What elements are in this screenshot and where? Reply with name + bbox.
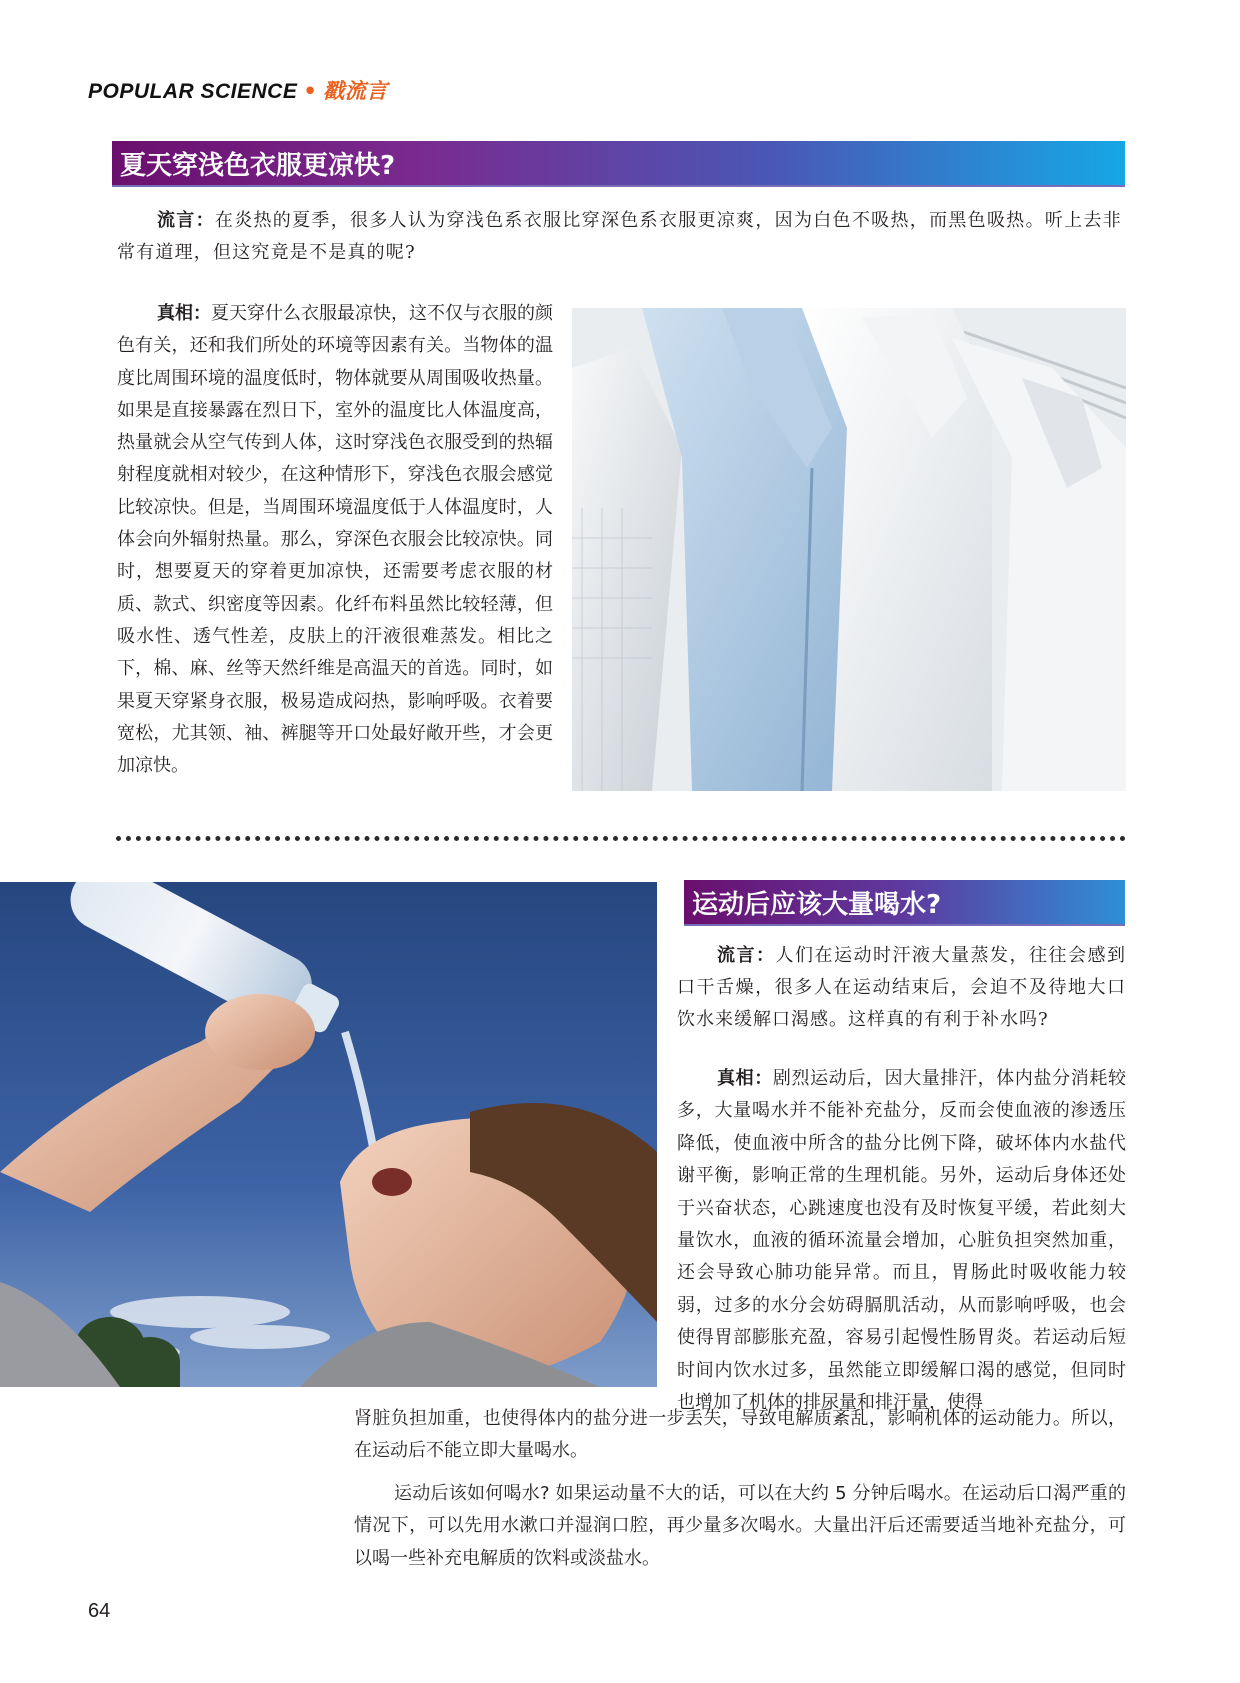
article1-rumor: [117, 205, 1122, 269]
truth-text-wide: 肾脏负担加重，也使得体内的盐分进一步丢失，导致电解质紊乱，影响机体的运动能力。所以，在运动后不能立即大量喝水。: [354, 1408, 1126, 1462]
magazine-header: [88, 75, 388, 105]
brand-name: POPULAR SCIENCE: [88, 80, 298, 103]
truth-text-narrow: 剧烈运动后，因大量排汗，体内盐分消耗较多，大量喝水并不能补充盐分，反而会使血液的渗透压降低，使血液中所含的盐分比例下降，破坏体内水盐代谢平衡，影响正常的生理机能。另外，运动后身体还处于兴奋状态，心跳速度也没有及时恢复平缓，若此刻大量饮水，血液的循环流量会增加，心脏负担突然加重，还会导致心肺功能异常。而且，胃肠此时吸收能力较弱，过多的水分会妨碍膈肌活动，从而影响呼吸，也会使得胃部膨胀充盈，容易引起慢性肠胃炎。若运动后短时间内饮水过多，虽然能立即缓解口渴的感觉，但同时也增加了机体的排尿量和排汗量，使得: [677, 1068, 1127, 1414]
header-separator: •: [303, 79, 318, 103]
article1-title-underline: [112, 185, 1125, 187]
section-divider: [116, 836, 1126, 841]
article2-truth: [677, 1063, 1126, 1419]
truth-label: 真相：: [717, 1068, 773, 1089]
truth-text: 夏天穿什么衣服最凉快，这不仅与衣服的颜色有关，还和我们所处的环境等因素有关。当物体的温度比周围环境的温度低时，物体就要从周围吸收热量。如果是直接暴露在烈日下，室外的温度比人体温度高，热量就会从空气传到人体，这时穿浅色衣服受到的热辐射程度就相对较少，在这种情形下，穿浅色衣服会感觉比较凉快。但是，当周围环境温度低于人体温度时，人体会向外辐射热量。那么，穿深色衣服会比较凉快。同时，想要夏天的穿着更加凉快，还需要考虑衣服的材质、款式、织密度等因素。化纤布料虽然比较轻薄，但吸水性、透气性差，皮肤上的汗液很难蒸发。相比之下，棉、麻、丝等天然纤维是高温天的首选。同时，如果夏天穿紧身衣服，极易造成闷热，影响呼吸。衣着要宽松，尤其领、袖、裤腿等开口处最好敞开些，才会更加凉快。: [117, 303, 553, 777]
drinking-illustration: [0, 882, 657, 1387]
shirts-photo: [572, 308, 1126, 791]
rumor-text: 在炎热的夏季，很多人认为穿浅色系衣服比穿深色系衣服更凉爽，因为白色不吸热，而黑色吸热。听上去非常有道理，但这究竟是不是真的呢?: [117, 210, 1122, 263]
article2-rumor: [677, 940, 1126, 1036]
article2-truth-continued: [354, 1403, 1126, 1468]
page-number: 64: [88, 1600, 111, 1622]
rumor-label: 流言：: [717, 945, 776, 966]
article2-title: 运动后应该大量喝水?: [684, 880, 1125, 924]
article2-advice: [354, 1478, 1126, 1575]
article1-title: 夏天穿浅色衣服更凉快?: [112, 141, 1125, 185]
shirts-illustration: [572, 308, 1126, 791]
drinking-water-photo: [0, 882, 657, 1387]
truth-label: 真相：: [157, 303, 211, 324]
advice-text: 运动后该如何喝水? 如果运动量不大的话，可以在大约 5 分钟后喝水。在运动后口渴严重的情况下，可以先用水漱口并湿润口腔，再少量多次喝水。大量出汗后还需要适当地补充盐分，可以喝一些补充电解质的饮料或淡盐水。: [354, 1483, 1126, 1569]
column-name: 戳流言: [323, 79, 388, 103]
article1-truth: [117, 298, 553, 782]
article2-title-underline: [684, 924, 1125, 926]
rumor-text: 人们在运动时汗液大量蒸发，往往会感到口干舌燥，很多人在运动结束后，会迫不及待地大口饮水来缓解口渴感。这样真的有利于补水吗?: [677, 945, 1126, 1030]
rumor-label: 流言：: [157, 210, 215, 231]
